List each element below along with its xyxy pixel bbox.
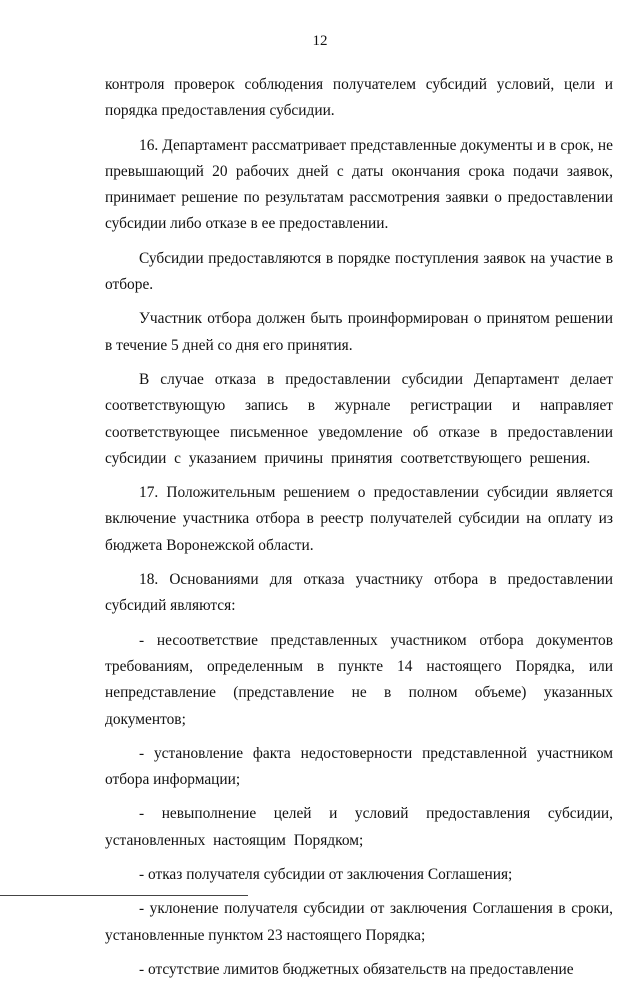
paragraph-refusal-record: В случае отказа в предоставлении субсидии Департамент делает соответствующую запись в журнале регистрации и направляет соответствующее письменное уведомление об отказе в предоставлении субсидии с указанием причины принятия соответствующего решения. (105, 370, 613, 467)
paragraph-item-18: 18. Основаниями для отказа участнику отбора в предоставлении субсидий являются: (105, 571, 613, 615)
list-item-non-fulfillment: - невыполнение целей и условий предоставления субсидии, установленных настоящим Порядком; (105, 805, 613, 849)
paragraph-notification: Участник отбора должен быть проинформирован о принятом решении в течение 5 дней со дня его принятия. (105, 310, 613, 354)
paragraph-subsidy-order: Субсидии предоставляются в порядке поступления заявок на участие в отборе. (105, 249, 613, 294)
list-item-document-mismatch: - несоответствие представленных участником отбора документов требованиям, определенным в пункте 14 настоящего Порядка, или непредставление (представление не в полном объеме) указанных документов; (105, 631, 613, 728)
list-item-false-information: - установление факта недостоверности представленной участником отбора информации; (105, 744, 613, 789)
list-item-agreement-refusal: - отказ получателя субсидии от заключения Соглашения; (139, 866, 513, 884)
paragraph-item-16: 16. Департамент рассматривает представленные документы и в срок, не превышающий 20 рабочих дней с даты окончания срока подачи заявок, принимает решение по результатам рассмотрения заявки о предоставлении субсидии либо отказе в ее предоставлении. (105, 136, 613, 233)
footer-divider (0, 895, 248, 896)
paragraph-continuation: контроля проверок соблюдения получателем субсидий условий, цели и порядка предоставления субсидии. (105, 76, 613, 120)
paragraph-item-17: 17. Положительным решением о предоставлении субсидии является включение участника отбора в реестр получателей субсидии на оплату из бюджета Воронежской области. (105, 484, 613, 554)
list-item-agreement-evasion: - уклонение получателя субсидии от заключения Соглашения в сроки, установленные пунктом 23 настоящего Порядка; (105, 900, 613, 944)
list-item-no-budget-limits: - отсутствие лимитов бюджетных обязательств на предоставление (139, 960, 574, 978)
document-body (105, 72, 613, 991)
page-number: 12 (312, 33, 328, 49)
